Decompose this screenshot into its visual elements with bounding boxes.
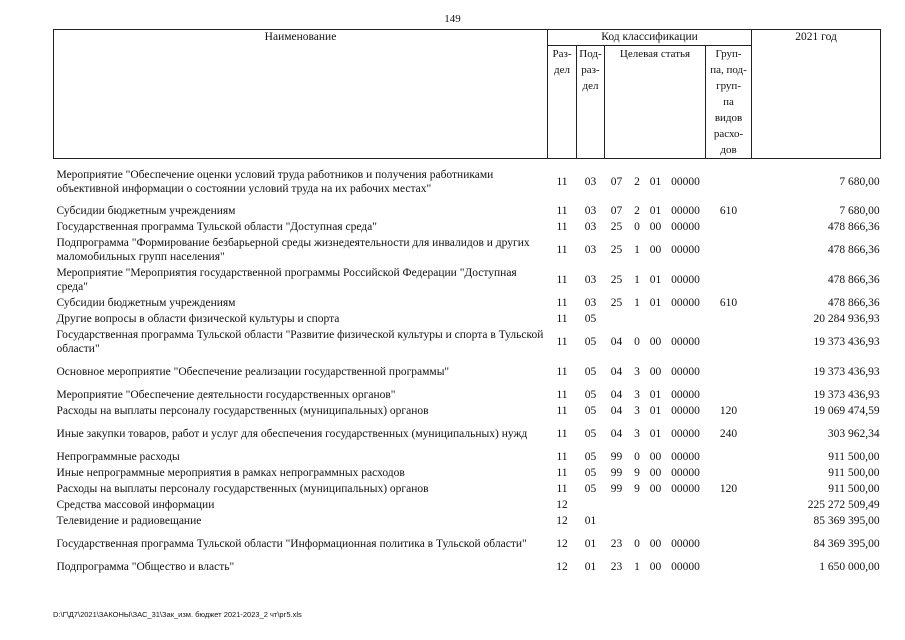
table-row [54,235,881,265]
table-row [54,357,881,387]
row-code-rz: 11 [556,365,568,378]
table-body [54,159,881,575]
header-podrazdel: Под- раз- дел [577,46,605,159]
row-name: Другие вопросы в области физической культуры и спорта [56,312,340,325]
row-code-c2 [629,311,646,327]
row-code-pr: 03 [584,273,597,286]
row-code-c4: 00000 [671,560,700,573]
row-code-c4: 00000 [671,450,700,463]
row-code-c3: 01 [649,427,662,440]
row-amount: 1 650 000,00 [819,560,880,573]
row-name: Иные закупки товаров, работ и услуг для обеспечения государственных (муниципальных) нужд [56,427,528,440]
table-row [54,311,881,327]
row-code-rz: 12 [556,498,568,511]
row-code-pr: 05 [584,335,597,348]
table-row [54,403,881,419]
row-code-c3: 00 [649,450,662,463]
row-amount: 911 500,00 [828,466,880,479]
header-year: 2021 год [752,30,881,159]
row-code-c4 [666,513,706,529]
header-classification: Код классификации [548,30,752,46]
row-code-c1: 99 [610,482,623,495]
row-code-c2: 2 [634,175,640,188]
row-code-rz: 11 [556,273,568,286]
row-code-vr [706,235,752,265]
row-code-c2: 2 [634,204,640,217]
row-name: Расходы на выплаты персоналу государственных (муниципальных) органов [56,404,429,417]
row-name: Мероприятие "Обеспечение деятельности государственных органов" [56,388,396,401]
row-amount: 20 284 936,93 [813,312,880,325]
row-code-c1: 07 [610,204,623,217]
row-code-c2: 3 [634,404,640,417]
row-code-vr [706,449,752,465]
row-code-rz: 11 [556,427,568,440]
table-row [54,327,881,357]
row-code-c4: 00000 [671,175,700,188]
row-code-pr: 05 [584,365,597,378]
row-name: Иные непрограммные мероприятия в рамках непрограммных расходов [56,466,405,479]
table-row [54,465,881,481]
row-name: Средства массовой информации [56,498,215,511]
row-code-rz: 12 [556,560,568,573]
row-amount: 19 069 474,59 [813,404,880,417]
row-amount: 84 369 395,00 [813,537,880,550]
row-code-vr [706,265,752,295]
table-row [54,265,881,295]
row-code-c1: 07 [610,175,623,188]
row-code-c3: 01 [649,404,662,417]
row-code-c4: 00000 [671,482,700,495]
row-code-c4: 00000 [671,427,700,440]
row-code-c3: 01 [649,273,662,286]
row-code-rz: 11 [556,175,568,188]
row-amount: 7 680,00 [839,204,880,217]
row-code-c2: 3 [634,388,640,401]
row-code-rz: 11 [556,204,568,217]
row-code-rz: 12 [556,514,568,527]
row-code-vr [706,387,752,403]
row-name: Государственная программа Тульской области "Развитие физической культуры и спорта в Тульской области" [56,328,544,355]
row-code-c3 [646,311,666,327]
row-code-c4: 00000 [671,537,700,550]
row-code-rz: 11 [556,466,568,479]
table-row [54,529,881,559]
row-code-c4: 00000 [671,273,700,286]
row-code-vr: 610 [719,204,738,217]
row-code-c1: 99 [610,450,623,463]
table-row [54,295,881,311]
row-name: Непрограммные расходы [56,450,180,463]
row-code-c3: 00 [649,365,662,378]
row-code-c4: 00000 [671,204,700,217]
row-code-pr: 05 [584,312,597,325]
row-name: Субсидии бюджетным учреждениям [56,296,236,309]
row-code-c1: 04 [610,404,623,417]
row-code-c4: 00000 [671,243,700,256]
row-code-c2 [629,497,646,513]
header-group: Груп- па, под- груп- па видов расхо- дов [706,46,752,159]
row-code-c1: 25 [610,273,623,286]
row-code-c1: 99 [610,466,623,479]
row-amount: 478 866,36 [827,273,880,286]
row-name: Подпрограмма "Формирование безбарьерной среды жизнедеятельности для инвалидов и других маломобильных групп населения" [56,236,530,263]
row-code-c3: 01 [649,175,662,188]
row-code-c2: 1 [634,273,640,286]
row-code-rz: 12 [556,537,568,550]
row-code-vr: 610 [719,296,738,309]
row-amount: 225 272 509,49 [807,498,880,511]
row-code-vr [706,559,752,575]
row-code-c4 [666,311,706,327]
row-code-rz: 11 [556,243,568,256]
row-code-c2: 0 [634,450,640,463]
row-code-pr: 03 [584,220,597,233]
row-code-c4 [666,497,706,513]
row-code-rz: 11 [556,388,568,401]
row-code-pr: 01 [584,514,597,527]
row-name: Государственная программа Тульской области "Информационная политика в Тульской области" [56,537,527,550]
row-code-c4: 00000 [671,220,700,233]
row-code-pr: 01 [584,560,597,573]
row-name: Государственная программа Тульской области "Доступная среда" [56,220,377,233]
row-code-vr [706,465,752,481]
row-code-pr: 05 [584,427,597,440]
row-code-c4: 00000 [671,335,700,348]
row-code-c4: 00000 [671,388,700,401]
row-code-c2: 9 [634,466,640,479]
row-code-vr: 120 [719,482,738,495]
table-row [54,387,881,403]
row-code-c2: 0 [634,537,640,550]
row-code-c3: 00 [649,560,662,573]
row-code-c2: 9 [634,482,640,495]
row-name: Расходы на выплаты персоналу государственных (муниципальных) органов [56,482,429,495]
row-code-c3: 01 [649,388,662,401]
page-number: 149 [444,13,461,25]
row-code-c3: 00 [649,220,662,233]
row-code-rz: 11 [556,482,568,495]
row-code-rz: 11 [556,404,568,417]
row-code-c1: 23 [610,537,623,550]
row-amount: 19 373 436,93 [813,335,880,348]
table-row [54,559,881,575]
row-code-c3: 00 [649,335,662,348]
row-code-c3: 01 [649,296,662,309]
row-code-c2: 1 [634,560,640,573]
table-row [54,449,881,465]
row-code-vr [706,497,752,513]
row-code-c1: 04 [610,427,623,440]
row-code-pr: 03 [584,296,597,309]
row-name: Телевидение и радиовещание [56,514,202,527]
row-amount: 19 373 436,93 [813,365,880,378]
header-target: Целевая статья [605,46,706,159]
row-code-c1: 04 [610,388,623,401]
row-amount: 478 866,36 [827,220,880,233]
row-code-c1: 25 [610,243,623,256]
row-code-vr [706,159,752,203]
row-name: Основное мероприятие "Обеспечение реализации государственной программы" [56,365,450,378]
row-code-rz: 11 [556,335,568,348]
row-amount: 911 500,00 [828,450,880,463]
row-code-c1: 04 [610,335,623,348]
row-code-c3: 00 [649,466,662,479]
row-code-vr [706,219,752,235]
row-code-c2: 3 [634,365,640,378]
row-code-pr: 03 [584,204,597,217]
row-code-pr: 03 [584,175,597,188]
row-code-c1 [605,513,629,529]
table-row [54,513,881,529]
row-code-c2: 1 [634,243,640,256]
row-code-rz: 11 [556,450,568,463]
row-code-vr [706,513,752,529]
row-code-c2: 0 [634,220,640,233]
row-code-pr: 05 [584,466,597,479]
row-code-pr: 01 [584,537,597,550]
row-code-vr: 120 [719,404,738,417]
row-code-rz: 11 [556,312,568,325]
row-amount: 478 866,36 [827,243,880,256]
row-code-vr [706,357,752,387]
row-code-c3: 00 [649,537,662,550]
row-amount: 303 962,34 [827,427,880,440]
row-name: Мероприятие "Обеспечение оценки условий труда работников и получения работниками объективной информации о состоянии условий труда на их рабочих местах" [56,168,494,195]
row-name: Субсидии бюджетным учреждениям [56,204,236,217]
row-code-pr: 05 [584,404,597,417]
row-code-c3: 00 [649,482,662,495]
table-row [54,419,881,449]
row-code-c1: 04 [610,365,623,378]
row-code-pr: 05 [584,450,597,463]
row-code-c3 [646,497,666,513]
row-code-vr: 240 [719,427,738,440]
row-code-vr [706,529,752,559]
row-code-pr: 03 [584,243,597,256]
header-name: Наименование [54,30,548,159]
row-code-vr [706,311,752,327]
row-code-c2 [629,513,646,529]
row-code-c3: 00 [649,243,662,256]
row-code-c4: 00000 [671,296,700,309]
row-code-c4: 00000 [671,404,700,417]
row-code-c1: 23 [610,560,623,573]
row-code-vr [706,327,752,357]
row-amount: 478 866,36 [827,296,880,309]
row-code-rz: 11 [556,296,568,309]
row-code-c1 [605,497,629,513]
table-row [54,219,881,235]
row-code-pr [577,497,605,513]
table-row [54,159,881,203]
row-name: Подпрограмма "Общество и власть" [56,560,235,573]
table-row [54,481,881,497]
row-code-c2: 3 [634,427,640,440]
row-code-c1: 25 [610,220,623,233]
row-code-c4: 00000 [671,365,700,378]
row-code-pr: 05 [584,482,597,495]
row-code-pr: 05 [584,388,597,401]
footer-file-path: D:\Г\Д7\2021\ЗАКОНЫ\ЗАС_31\Зак_изм. бюджет 2021-2023_2 чт\рг5.xls [53,610,302,619]
row-amount: 911 500,00 [828,482,880,495]
row-name: Мероприятие "Мероприятия государственной программы Российской Федерации "Доступная среда" [56,266,517,293]
row-code-c1: 25 [610,296,623,309]
header-razdel: Раз- дел [548,46,577,159]
row-code-c3 [646,513,666,529]
budget-table [53,29,881,575]
row-amount: 85 369 395,00 [813,514,880,527]
row-code-c3: 01 [649,204,662,217]
row-code-rz: 11 [556,220,568,233]
row-code-c1 [605,311,629,327]
row-code-c2: 1 [634,296,640,309]
row-amount: 19 373 436,93 [813,388,880,401]
table-row [54,497,881,513]
table-row [54,203,881,219]
row-code-c2: 0 [634,335,640,348]
row-amount: 7 680,00 [839,175,880,188]
row-code-c4: 00000 [671,466,700,479]
